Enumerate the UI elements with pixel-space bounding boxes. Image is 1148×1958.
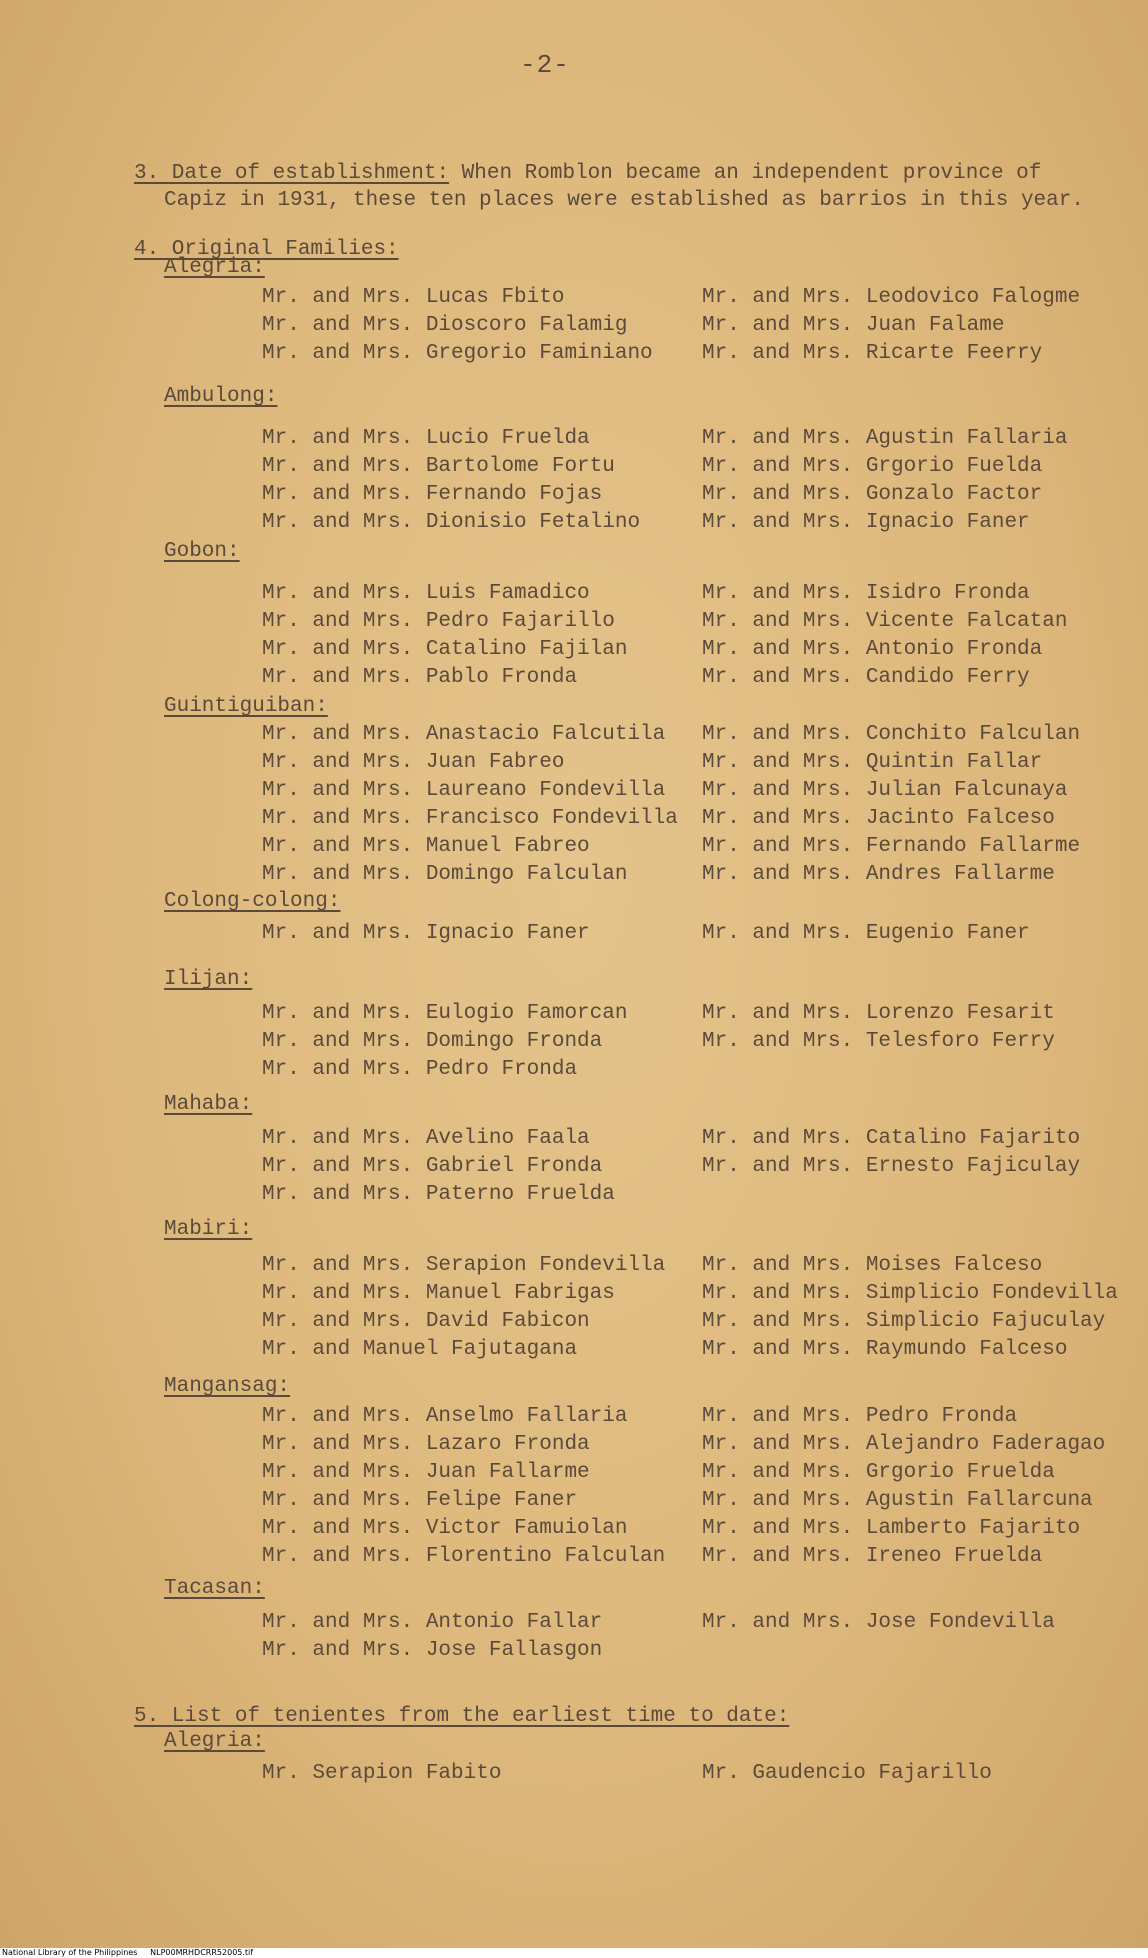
- barrio-name: Mangansag:: [164, 1375, 291, 1398]
- family-column-right: [702, 721, 1080, 889]
- family-name: Mr. and Mrs. Agustin Fallarcuna: [702, 1489, 1093, 1512]
- section-3-label: 3. Date of establishment:: [134, 162, 450, 185]
- family-column-right: [702, 1000, 1055, 1056]
- family-name: Mr. and Mrs. Isidro Fronda: [702, 582, 1030, 605]
- family-name: Mr. and Mrs. David Fabicon: [262, 1310, 590, 1333]
- barrio-name: Tacasan:: [164, 1577, 265, 1600]
- family-name: Mr. and Mrs. Paterno Fruelda: [262, 1183, 615, 1206]
- family-name: Mr. and Mrs. Eulogio Famorcan: [262, 1002, 628, 1025]
- section-5-right-names: [702, 1760, 992, 1788]
- family-name: Mr. and Mrs. Ernesto Fajiculay: [702, 1155, 1081, 1178]
- family-name: Mr. and Mrs. Fernando Fojas: [262, 483, 603, 506]
- family-name: Mr. and Mrs. Felipe Faner: [262, 1489, 578, 1512]
- family-name: Mr. and Mrs. Antonio Fronda: [702, 638, 1043, 661]
- family-name: Mr. and Mrs. Bartolome Fortu: [262, 455, 615, 478]
- family-name: Mr. and Mrs. Julian Falcunaya: [702, 779, 1068, 802]
- family-name: Mr. and Mrs. Catalino Fajilan: [262, 638, 628, 661]
- barrio-name: Ambulong:: [164, 385, 278, 408]
- section-3-text-line1: When Romblon became an independent province of: [449, 162, 1042, 185]
- family-name: Mr. and Mrs. Raymundo Falceso: [702, 1338, 1068, 1361]
- section-3-text-line2: Capiz in 1931, these ten places were established as barrios in this year.: [164, 189, 1084, 212]
- family-name: Mr. and Mrs. Anastacio Falcutila: [262, 723, 666, 746]
- family-name: Mr. and Mrs. Fernando Fallarme: [702, 835, 1081, 858]
- family-name: Mr. and Mrs. Gabriel Fronda: [262, 1155, 603, 1178]
- family-name: Mr. and Mrs. Grgorio Fuelda: [702, 455, 1043, 478]
- family-name: Mr. and Mrs. Juan Falame: [702, 314, 1005, 337]
- family-column-right: [702, 425, 1067, 537]
- family-name: Mr. and Mrs. Telesforo Ferry: [702, 1030, 1055, 1053]
- family-name: Mr. and Mrs. Serapion Fondevilla: [262, 1254, 666, 1277]
- family-name: Mr. and Mrs. Leodovico Falogme: [702, 286, 1081, 309]
- family-column-right: [702, 1252, 1118, 1364]
- family-column-left: [262, 425, 640, 537]
- section-4-label: 4. Original Families:: [134, 238, 399, 261]
- family-name: Mr. and Mrs. Luis Famadico: [262, 582, 590, 605]
- family-name: Mr. and Mrs. Dioscoro Falamig: [262, 314, 628, 337]
- family-name: Mr. and Mrs. Lorenzo Fesarit: [702, 1002, 1055, 1025]
- family-column-left: [262, 1000, 627, 1084]
- family-name: Mr. and Mrs. Juan Fallarme: [262, 1461, 590, 1484]
- family-name: Mr. and Mrs. Avelino Faala: [262, 1127, 590, 1150]
- family-name: Mr. and Mrs. Jose Fallasgon: [262, 1639, 603, 1662]
- family-column-right: [702, 1609, 1055, 1637]
- family-column-left: [262, 1609, 602, 1665]
- family-name: Mr. and Mrs. Candido Ferry: [702, 666, 1030, 689]
- family-column-left: [262, 1125, 615, 1209]
- family-name: Mr. and Mrs. Juan Fabreo: [262, 751, 565, 774]
- family-name: Mr. and Mrs. Jacinto Falceso: [702, 807, 1055, 830]
- family-name: Mr. and Mrs. Anselmo Fallaria: [262, 1405, 628, 1428]
- family-column-right: [702, 920, 1030, 948]
- family-name: Mr. and Mrs. Conchito Falculan: [702, 723, 1081, 746]
- family-name: Mr. and Mrs. Manuel Fabrigas: [262, 1282, 615, 1305]
- family-name: Mr. and Mrs. Victor Famuiolan: [262, 1517, 628, 1540]
- barrio-name: Alegria:: [164, 256, 265, 279]
- family-name: Mr. and Mrs. Ignacio Faner: [262, 922, 590, 945]
- family-name: Mr. and Mrs. Grgorio Fruelda: [702, 1461, 1055, 1484]
- family-name: Mr. and Mrs. Gonzalo Factor: [702, 483, 1043, 506]
- family-column-left: [262, 284, 653, 368]
- family-column-left: [262, 721, 678, 889]
- family-name: Mr. and Mrs. Lamberto Fajarito: [702, 1517, 1081, 1540]
- family-name: Mr. and Mrs. Alejandro Faderagao: [702, 1433, 1106, 1456]
- teniente-name: Mr. Gaudencio Fajarillo: [702, 1762, 992, 1785]
- family-column-right: [702, 1403, 1105, 1571]
- teniente-name: Mr. Serapion Fabito: [262, 1762, 502, 1785]
- section-5-label: 5. List of tenientes from the earliest time to date:: [134, 1705, 790, 1728]
- barrio-name: Ilijan:: [164, 968, 253, 991]
- barrio-name: Mabiri:: [164, 1218, 253, 1241]
- section-3: [134, 160, 1041, 187]
- barrio-name: Guintiguiban:: [164, 695, 328, 718]
- family-name: Mr. and Manuel Fajutagana: [262, 1338, 578, 1361]
- family-name: Mr. and Mrs. Manuel Fabreo: [262, 835, 590, 858]
- family-name: Mr. and Mrs. Simplicio Fondevilla: [702, 1282, 1118, 1305]
- section-5-barrio-name: Alegria:: [164, 1730, 265, 1753]
- family-name: Mr. and Mrs. Andres Fallarme: [702, 863, 1055, 886]
- family-name: Mr. and Mrs. Pablo Fronda: [262, 666, 578, 689]
- family-name: Mr. and Mrs. Lazaro Fronda: [262, 1433, 590, 1456]
- family-name: Mr. and Mrs. Laureano Fondevilla: [262, 779, 666, 802]
- family-name: Mr. and Mrs. Florentino Falculan: [262, 1545, 666, 1568]
- family-name: Mr. and Mrs. Agustin Fallaria: [702, 427, 1068, 450]
- family-name: Mr. and Mrs. Dionisio Fetalino: [262, 511, 641, 534]
- barrio-name: Gobon:: [164, 540, 240, 563]
- family-name: Mr. and Mrs. Eugenio Faner: [702, 922, 1030, 945]
- scan-footer: National Library of the Philippines NLP00MRHDCRR52005.tif: [0, 1948, 1148, 1958]
- family-name: Mr. and Mrs. Domingo Fronda: [262, 1030, 603, 1053]
- family-column-right: [702, 580, 1067, 692]
- family-column-right: [702, 1125, 1080, 1181]
- family-name: Mr. and Mrs. Pedro Fajarillo: [262, 610, 615, 633]
- family-column-left: [262, 920, 590, 948]
- family-column-left: [262, 580, 627, 692]
- page-number: -2-: [520, 50, 570, 80]
- family-name: Mr. and Mrs. Ignacio Faner: [702, 511, 1030, 534]
- family-name: Mr. and Mrs. Lucio Fruelda: [262, 427, 590, 450]
- family-name: Mr. and Mrs. Quintin Fallar: [702, 751, 1043, 774]
- family-name: Mr. and Mrs. Antonio Fallar: [262, 1611, 603, 1634]
- family-name: Mr. and Mrs. Ricarte Feerry: [702, 342, 1043, 365]
- family-name: Mr. and Mrs. Catalino Fajarito: [702, 1127, 1081, 1150]
- barrio-name: Colong-colong:: [164, 890, 341, 913]
- family-name: Mr. and Mrs. Pedro Fronda: [262, 1058, 578, 1081]
- family-name: Mr. and Mrs. Jose Fondevilla: [702, 1611, 1055, 1634]
- family-name: Mr. and Mrs. Pedro Fronda: [702, 1405, 1018, 1428]
- barrio-name: Mahaba:: [164, 1093, 253, 1116]
- family-name: Mr. and Mrs. Vicente Falcatan: [702, 610, 1068, 633]
- family-column-left: [262, 1252, 665, 1364]
- family-name: Mr. and Mrs. Lucas Fbito: [262, 286, 565, 309]
- section-5-left-names: [262, 1760, 501, 1788]
- section-5: [134, 1703, 789, 1730]
- family-column-right: [702, 284, 1080, 368]
- family-name: Mr. and Mrs. Gregorio Faminiano: [262, 342, 653, 365]
- family-name: Mr. and Mrs. Francisco Fondevilla: [262, 807, 678, 830]
- family-name: Mr. and Mrs. Ireneo Fruelda: [702, 1545, 1043, 1568]
- family-name: Mr. and Mrs. Simplicio Fajuculay: [702, 1310, 1106, 1333]
- family-column-left: [262, 1403, 665, 1571]
- family-name: Mr. and Mrs. Moises Falceso: [702, 1254, 1043, 1277]
- family-name: Mr. and Mrs. Domingo Falculan: [262, 863, 628, 886]
